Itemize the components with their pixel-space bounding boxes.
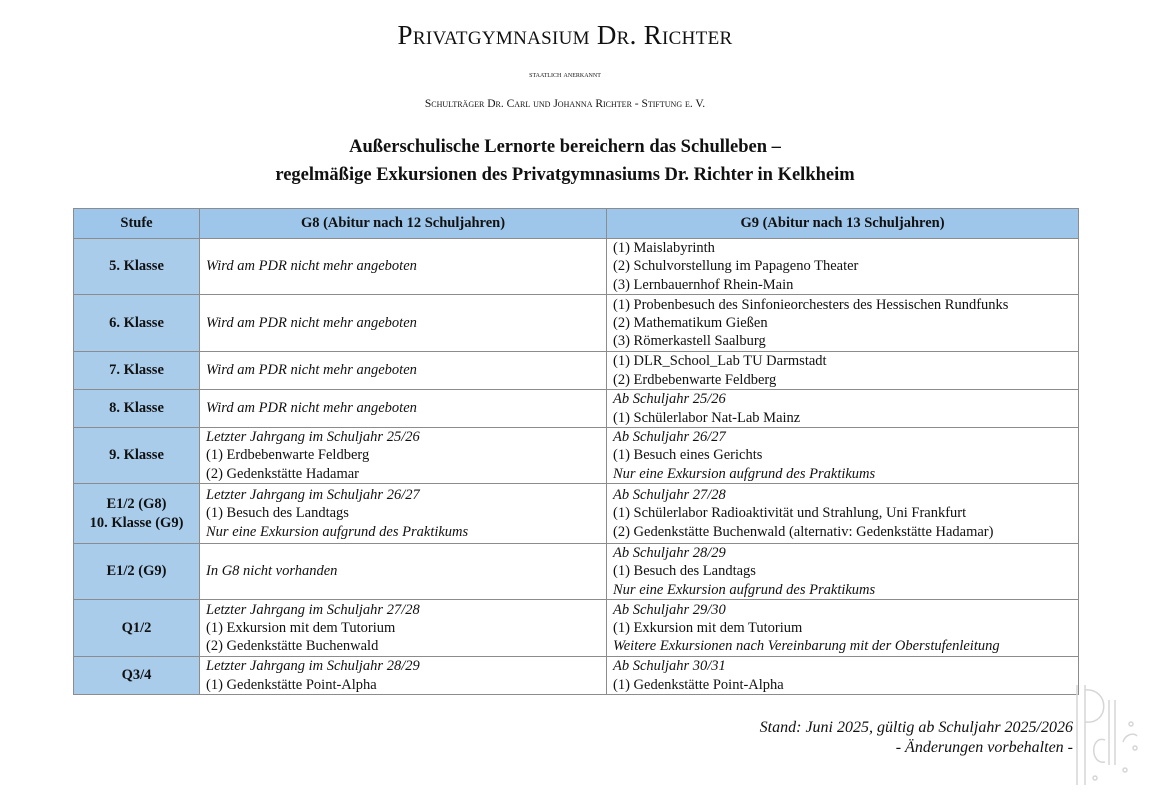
g9-line-2: (2) Erdbebenwarte Feldberg [613,371,777,388]
g8-line-1: Wird am PDR nicht mehr angeboten [206,314,417,331]
g8-line-1: Letzter Jahrgang im Schuljahr 25/26 [206,429,420,446]
g8-cell [200,484,607,544]
table-row [74,600,1079,657]
g9-line-2: (1) Exkursion mit dem Tutorium [613,619,803,636]
headline-line-1: Außerschulische Lernorte bereichern das Schulleben – [349,137,781,157]
stufe-cell [74,428,200,484]
g9-line-3: Weitere Exkursionen nach Vereinbarung mit der Oberstufenleitung [613,638,1000,655]
stufe-cell [74,390,200,428]
g8-cell [200,600,607,657]
stufe-label: 9. Klasse [109,447,164,464]
sponsor-line: Schulträger Dr. Carl und Johanna Richter - Stiftung e. V. [424,98,706,110]
g8-line-1: In G8 nicht vorhanden [206,563,338,580]
g9-cell [607,352,1079,390]
g9-line-2: (1) Besuch eines Gerichts [613,447,763,464]
g8-line-2: (1) Gedenkstätte Point-Alpha [206,676,377,693]
table-body [74,239,1079,695]
stufe-label: 6. Klasse [109,314,164,331]
g9-line-2: (1) Schülerlabor Nat-Lab Mainz [613,409,801,426]
g9-line-2: (1) Gedenkstätte Point-Alpha [613,676,784,693]
stufe-label: E1/2 (G8) [106,496,167,513]
school-name: Privatgymnasium Dr. Richter [397,20,733,50]
stufe-label: E1/2 (G9) [106,563,167,580]
g8-cell [200,239,607,295]
g8-line-2: (1) Exkursion mit dem Tutorium [206,619,396,636]
table-row [74,295,1079,352]
stufe-cell [74,352,200,390]
table-row [74,352,1079,390]
stufe-cell [74,657,200,695]
g8-line-1: Letzter Jahrgang im Schuljahr 26/27 [206,487,420,504]
g8-line-3: (2) Gedenkstätte Buchenwald [206,638,379,655]
g8-cell [200,295,607,352]
column-header-g9: G9 (Abitur nach 13 Schuljahren) [607,209,1079,239]
stufe-cell [74,295,200,352]
stufe-label: Q3/4 [121,667,152,684]
g9-line-3: (3) Lernbauernhof Rhein-Main [613,276,794,293]
g9-cell [607,484,1079,544]
stufe-label: 10. Klasse (G9) [89,514,184,531]
table-row [74,390,1079,428]
g9-line-3: Nur eine Exkursion aufgrund des Praktikums [613,465,876,482]
headline-line-2: regelmäßige Exkursionen des Privatgymnasiums Dr. Richter in Kelkheim [275,165,855,185]
g8-line-1: Letzter Jahrgang im Schuljahr 28/29 [206,658,420,675]
g9-line-1: Ab Schuljahr 27/28 [613,487,726,504]
g9-line-3: Nur eine Exkursion aufgrund des Praktikums [613,581,876,598]
g9-line-1: Ab Schuljahr 26/27 [613,429,726,446]
g8-line-3: Nur eine Exkursion aufgrund des Praktikums [206,523,469,540]
g9-line-3: (2) Gedenkstätte Buchenwald (alternativ: Gedenkstätte Hadamar) [613,523,994,540]
g9-cell [607,390,1079,428]
g8-line-1: Wird am PDR nicht mehr angeboten [206,400,417,417]
g8-cell [200,390,607,428]
table-header-row [74,209,1079,239]
g9-line-2: (2) Mathematikum Gießen [613,314,768,331]
stufe-cell [74,484,200,544]
g9-line-1: Ab Schuljahr 29/30 [613,601,726,618]
g9-line-1: (1) DLR_School_Lab TU Darmstadt [613,353,827,370]
g9-cell [607,295,1079,352]
g9-cell [607,600,1079,657]
g8-cell [200,428,607,484]
column-header-g8: G8 (Abitur nach 12 Schuljahren) [200,209,607,239]
g9-cell [607,657,1079,695]
g9-line-1: Ab Schuljahr 25/26 [613,391,726,408]
g9-cell [607,544,1079,600]
table-row [74,484,1079,544]
excursion-table [73,208,1079,695]
g8-cell [200,544,607,600]
stufe-cell [74,239,200,295]
stufe-cell [74,544,200,600]
stufe-label: 7. Klasse [109,362,164,379]
g8-line-2: (1) Besuch des Landtags [206,505,349,522]
g8-line-2: (1) Erdbebenwarte Feldberg [206,447,370,464]
g8-cell [200,352,607,390]
g9-line-1: (1) Maislabyrinth [613,240,715,257]
table-row [74,428,1079,484]
stufe-label: 5. Klasse [109,258,164,275]
g8-cell [200,657,607,695]
g8-line-3: (2) Gedenkstätte Hadamar [206,465,359,482]
g8-line-1: Letzter Jahrgang im Schuljahr 27/28 [206,601,420,618]
g9-line-1: (1) Probenbesuch des Sinfonieorchesters des Hessischen Rundfunks [613,296,1009,313]
g9-cell [607,428,1079,484]
g9-line-2: (2) Schulvorstellung im Papageno Theater [613,258,859,275]
stufe-label: Q1/2 [121,619,152,636]
table-row [74,544,1079,600]
g9-line-2: (1) Schülerlabor Radioaktivität und Strahlung, Uni Frankfurt [613,505,967,522]
g9-line-3: (3) Römerkastell Saalburg [613,333,766,350]
g9-cell [607,239,1079,295]
g8-line-1: Wird am PDR nicht mehr angeboten [206,258,417,275]
changes-reserved-note: - Änderungen vorbehalten - [895,739,1073,756]
g9-line-2: (1) Besuch des Landtags [613,563,756,580]
g9-line-1: Ab Schuljahr 30/31 [613,658,726,675]
g9-line-1: Ab Schuljahr 28/29 [613,545,726,562]
table-row [74,657,1079,695]
g8-line-1: Wird am PDR nicht mehr angeboten [206,362,417,379]
stufe-label: 8. Klasse [109,400,164,417]
pdr-logo-watermark [1065,680,1145,790]
validity-date: Stand: Juni 2025, gültig ab Schuljahr 2025/2026 [759,719,1073,736]
recognition-note: staatlich anerkannt [529,69,601,79]
stufe-cell [74,600,200,657]
column-header-stufe: Stufe [74,209,200,239]
table-row [74,239,1079,295]
validity-note [573,718,1073,758]
